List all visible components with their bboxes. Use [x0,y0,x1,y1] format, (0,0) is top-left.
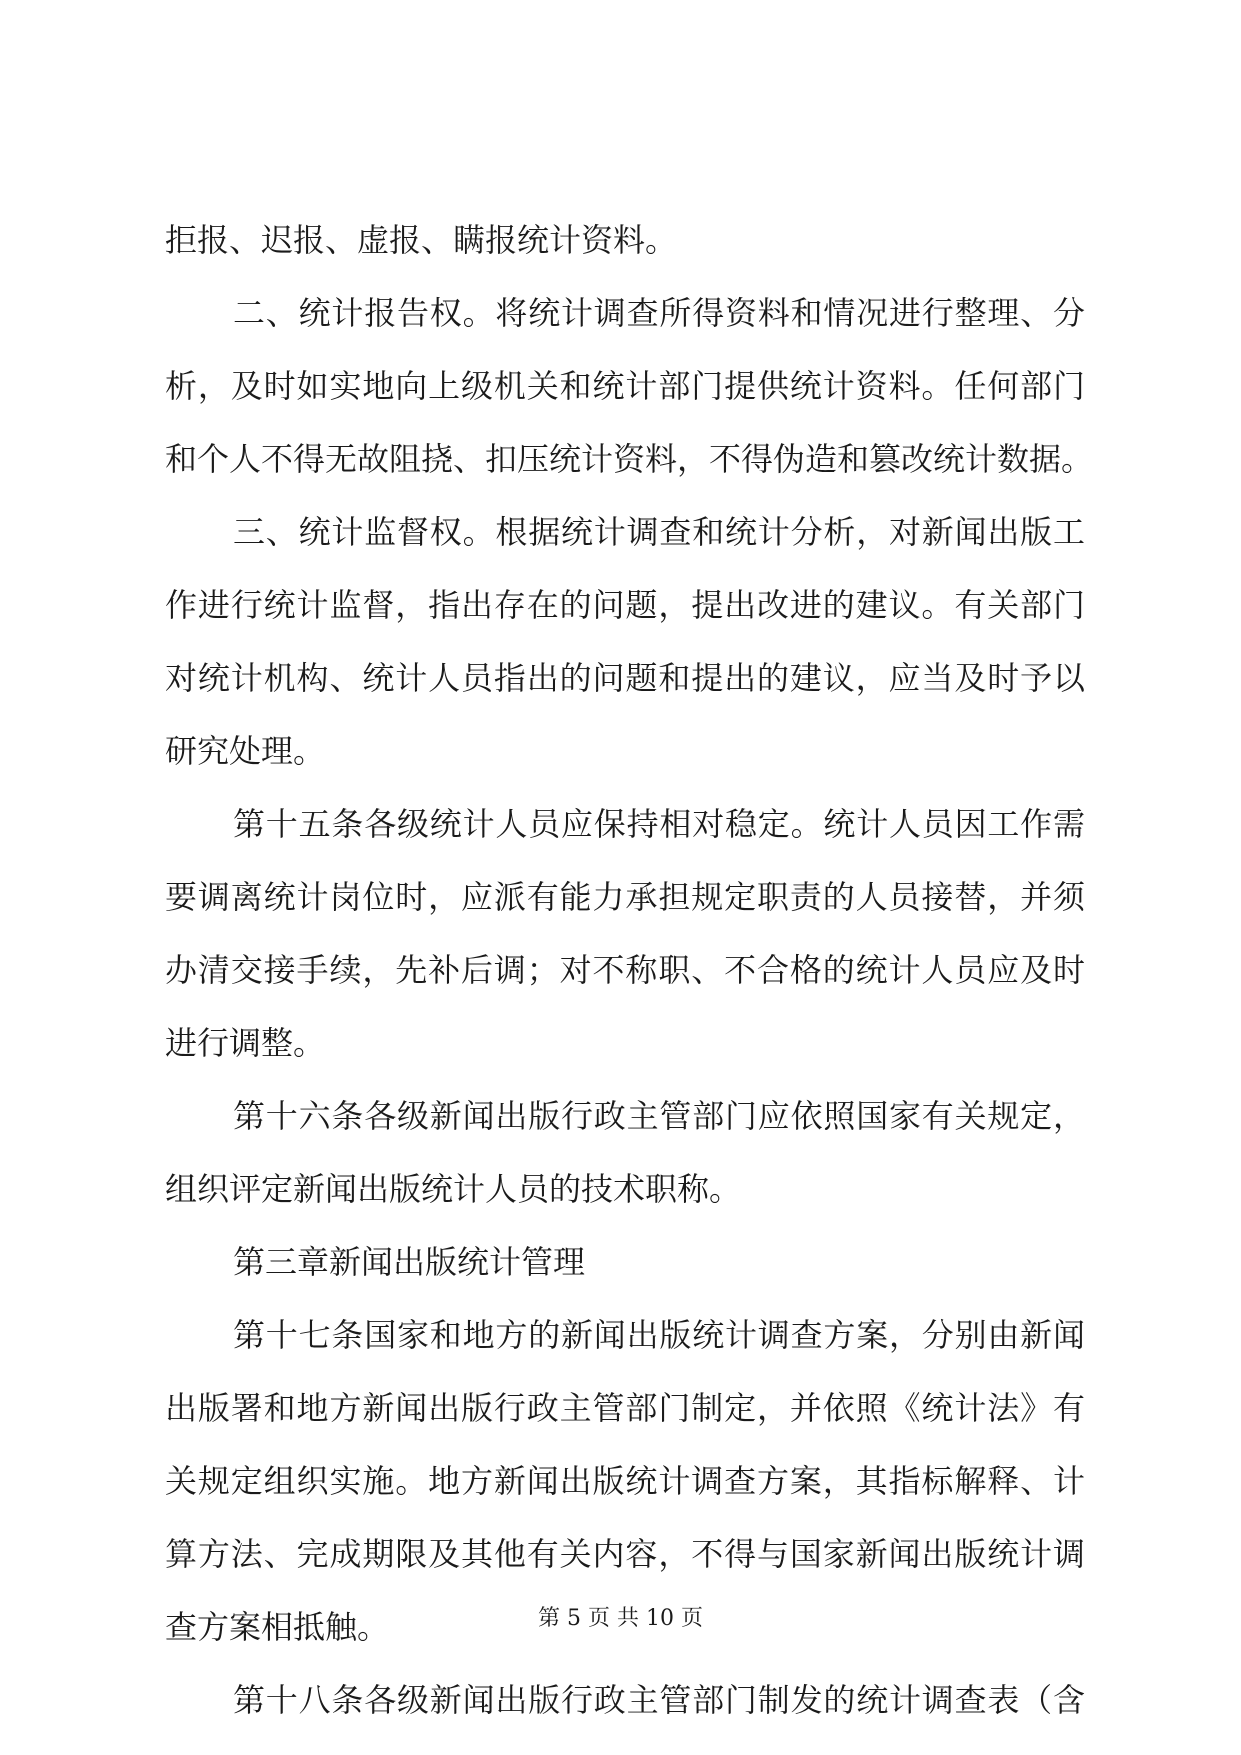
text-line: 对统计机构、统计人员指出的问题和提出的建议，应当及时予以 [165,659,1085,697]
text-line: 三、统计监督权。根据统计调查和统计分析，对新闻出版工 [233,513,1085,551]
chapter-heading: 第三章新闻出版统计管理 [233,1243,586,1281]
text-line: 查方案相抵触。 [165,1608,390,1646]
text-line: 进行调整。 [165,1024,326,1062]
text-line: 关规定组织实施。地方新闻出版统计调查方案，其指标解释、计 [165,1462,1085,1500]
text-line: 出版署和地方新闻出版行政主管部门制定，并依照《统计法》有 [165,1389,1085,1427]
text-line: 要调离统计岗位时，应派有能力承担规定职责的人员接替，并须 [165,878,1085,916]
text-line: 析，及时如实地向上级机关和统计部门提供统计资料。任何部门 [165,367,1085,405]
text-line: 第十六条各级新闻出版行政主管部门应依照国家有关规定， [233,1097,1085,1135]
text-line: 拒报、迟报、虚报、瞒报统计资料。 [165,221,678,259]
text-line: 研究处理。 [165,732,326,770]
document-body [165,221,1094,1755]
page-number: 第 5 页 共 10 页 [538,1606,703,1631]
text-line: 和个人不得无故阻挠、扣压统计资料，不得伪造和篡改统计数据。 [165,440,1094,478]
text-line: 二、统计报告权。将统计调查所得资料和情况进行整理、分 [233,294,1085,332]
text-line: 第十五条各级统计人员应保持相对稳定。统计人员因工作需 [233,805,1085,843]
text-line: 办清交接手续，先补后调；对不称职、不合格的统计人员应及时 [165,951,1085,989]
text-line: 第十八条各级新闻出版行政主管部门制发的统计调查表（含 [233,1681,1085,1719]
text-line: 作进行统计监督，指出存在的问题，提出改进的建议。有关部门 [165,586,1085,624]
text-line: 第十七条国家和地方的新闻出版统计调查方案，分别由新闻 [233,1316,1085,1354]
text-line: 组织评定新闻出版统计人员的技术职称。 [165,1170,742,1208]
text-line: 算方法、完成期限及其他有关内容，不得与国家新闻出版统计调 [165,1535,1085,1573]
